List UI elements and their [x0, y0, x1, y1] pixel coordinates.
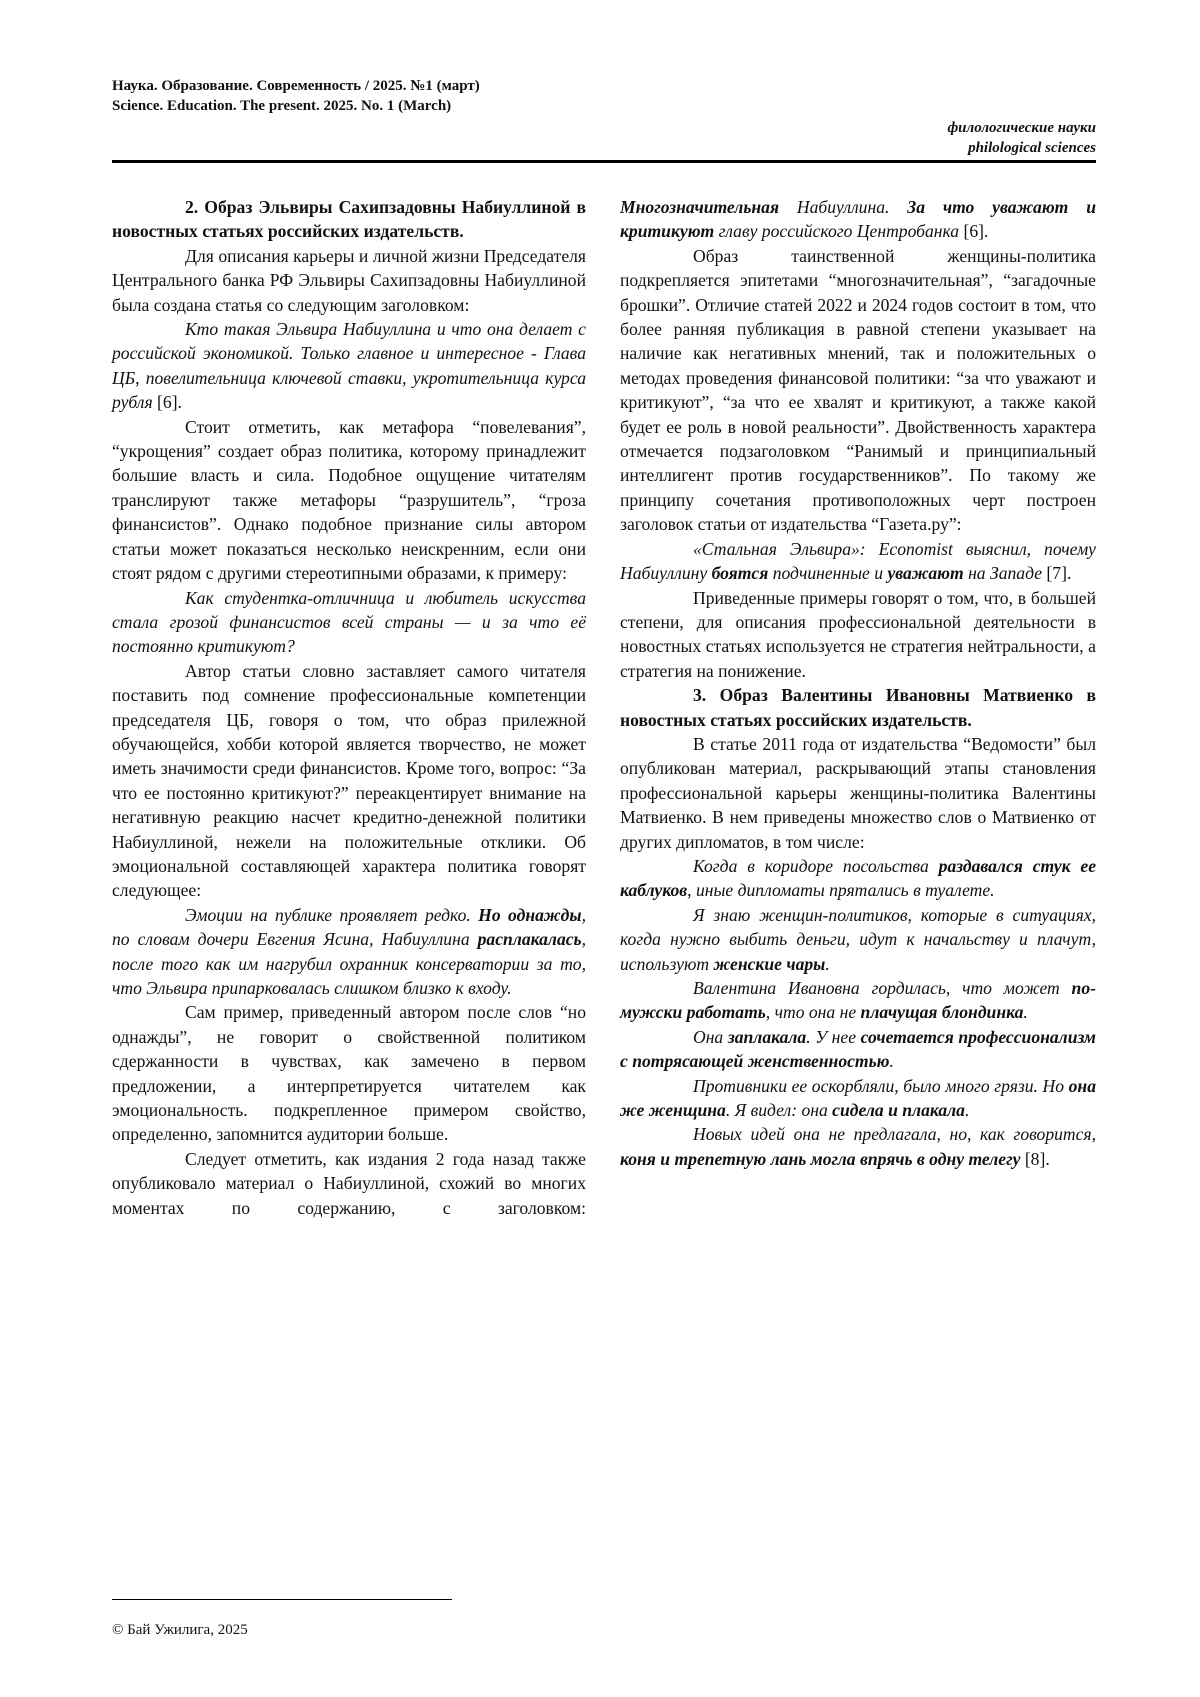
citation: [6]. — [152, 392, 182, 413]
quote: Многозначительная Набиуллина. За что уважают и критикуют главу российского Центробанка [6]. — [620, 197, 1096, 242]
quote: Как студентка-отличница и любитель искусства стала грозой финансистов всей страны — и за что её постоянно критикуют? — [112, 587, 586, 657]
paragraph: Стоит отметить, как метафора “повелевания”, “укрощения” создает образ политика, которому принадлежит большие власть и сила. Подобное ощущение читателям транслируют также метафоры “разрушитель”, “гроза финансистов”. Однако подобное признание силы автором статьи может показаться несколько неискренним, если они стоят рядом с другими стереотипными образами, к примеру: — [112, 416, 586, 584]
quote: Эмоции на публике проявляет редко. Но однажды, по словам дочери Евгения Ясина, Набиуллина расплакалась, после того как им нагрубил охранник консерватории за то, что Эльвира припарковалась слишком близко к входу. — [112, 904, 586, 998]
paragraph: Образ таинственной женщины-политика подкрепляется эпитетами “многозначительная”, “загадочные брошки”. Отличие статей 2022 и 2024 годов состоит в том, что более ранняя публикация в равной степени указывает на наличие как негативных мнений, так и положительных о методах проведения финансовой политики: “за что уважают и критикуют”, “за что ее хвалят и критикуют, а также какой будет ее роль в новой реальности”. Двойственность характера отмечается подзаголовком “Ранимый и принципиальный интеллигент против государственников”. По такому же принципу сочетания противоположных черт построен заголовок статьи от издательства “Газета.ру”: — [620, 245, 1096, 535]
quote: Новых идей она не предлагала, но, как говорится, коня и трепетную лань могла впрячь в одну телегу [8]. — [620, 1124, 1096, 1169]
section-heading-2: 2. Образ Эльвиры Сахипзадовны Набиуллиной в новостных статьях российских издательств. — [112, 197, 586, 242]
right-column — [620, 195, 1096, 1171]
header-rule — [112, 160, 1096, 163]
paragraph: Автор статьи словно заставляет самого читателя поставить под сомнение профессиональные компетенции председателя ЦБ, говоря о том, что образ прилежной обучающейся, хобби которой является творчество, не может иметь значимости среди финансистов. Кроме того, вопрос: “За что ее постоянно критикуют?” переакцентирует внимание на негативную реакцию насчет кредитно-денежной политики Набиуллиной, нежели на положительные отклики. Об эмоциональной составляющей характера политика говорят следующее: — [112, 660, 586, 901]
paragraph: Следует отметить, как издания 2 года назад также опубликовало материал о Набиуллиной, схожий во многих моментах по содержанию, с заголовком: — [112, 1148, 586, 1218]
quote-text: Кто такая Эльвира Набиуллина и что она делает с российской экономикой. Только главное и интересное - Глава ЦБ, повелительница ключевой ставки, укротительница курса рубля — [112, 319, 586, 413]
quote: «Стальная Эльвира»: Economist выяснил, почему Набиуллину боятся подчиненные и уважают на Западе [7]. — [620, 538, 1096, 584]
quote: Она заплакала. У нее сочетается профессионализм с потрясающей женственностью. — [620, 1026, 1096, 1072]
paragraph: В статье 2011 года от издательства “Ведомости” был опубликован материал, раскрывающий этапы становления профессиональной карьеры женщины-политика Валентины Матвиенко. В нем приведены множество слов о Матвиенко от других дипломатов, в том числе: — [620, 733, 1096, 852]
quote: Я знаю женщин-политиков, которые в ситуациях, когда нужно выбить деньги, идут к начальству и плачут, используют женские чары. — [620, 904, 1096, 974]
left-column — [112, 195, 586, 1220]
quote: Противники ее оскорбляли, было много грязи. Но она же женщина. Я видел: она сидела и плакала. — [620, 1075, 1096, 1121]
quote: Валентина Ивановна гордилась, что может по-мужски работать, что она не плачущая блондинка. — [620, 978, 1096, 1023]
citation: [8]. — [1020, 1148, 1050, 1169]
journal-title-ru: Наука. Образование. Современность / 2025. №1 (март) — [112, 78, 480, 94]
quote: Когда в коридоре посольства раздавался стук ее каблуков, иные дипломаты прятались в туалете. — [620, 855, 1096, 901]
quote — [112, 317, 586, 415]
section-en: philological sciences — [968, 140, 1096, 156]
paragraph: Приведенные примеры говорят о том, что, в большей степени, для описания профессиональной деятельности в новостных статьях используется не стратегия нейтральности, а стратегия на понижение. — [620, 587, 1096, 681]
citation: [7]. — [1042, 563, 1072, 584]
section-heading-3: 3. Образ Валентины Ивановны Матвиенко в новостных статьях российских издательств. — [620, 685, 1096, 730]
paragraph: Сам пример, приведенный автором после слов “но однажды”, не говорит о свойственной политиком сдержанности в чувствах, как замечено в первом предложении, а интерпретируется читателем как эмоциональность. подкрепленное примером свойство, определенно, запомнится аудитории больше. — [112, 1002, 586, 1145]
footnote-rule — [112, 1599, 452, 1600]
citation: [6]. — [959, 221, 989, 242]
journal-header — [112, 76, 480, 116]
paragraph: Для описания карьеры и личной жизни Председателя Центрального банка РФ Эльвиры Сахипзадовны Набиуллиной была создана статья со следующим заголовком: — [112, 245, 586, 315]
journal-title-en: Science. Education. The present. 2025. No. 1 (March) — [112, 98, 452, 114]
section-header — [947, 118, 1096, 158]
section-ru: филологические науки — [947, 120, 1096, 136]
copyright: © Бай Ужилига, 2025 — [112, 1622, 248, 1638]
